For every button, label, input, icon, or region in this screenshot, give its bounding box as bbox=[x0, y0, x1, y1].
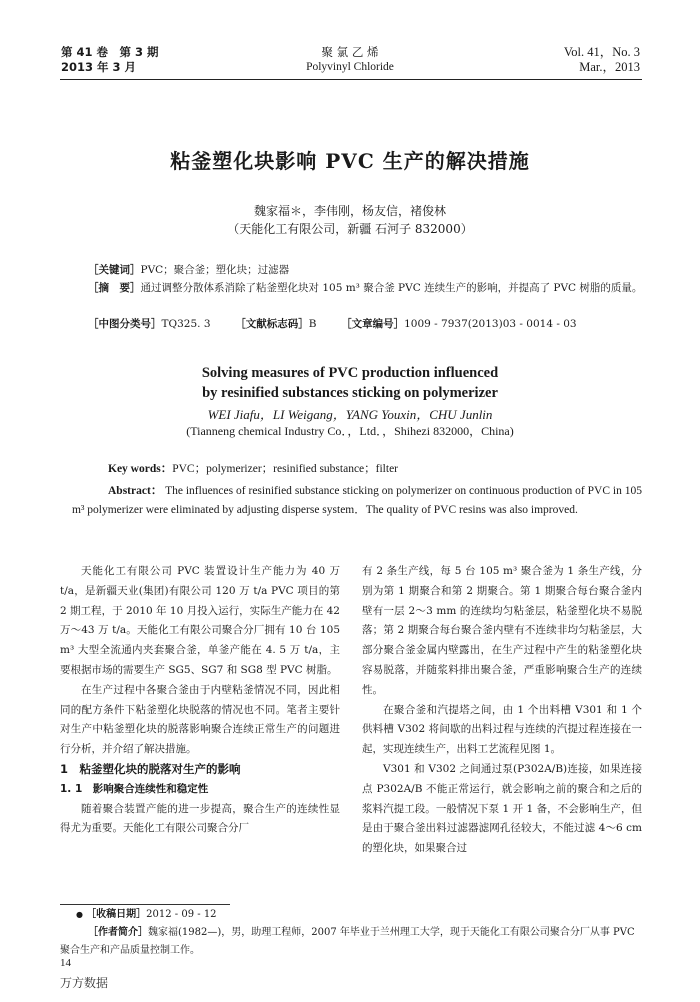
header-rule bbox=[60, 79, 642, 80]
page-number: 14 bbox=[60, 957, 71, 969]
volume-issue-en: Vol. 41，No. 3 bbox=[563, 45, 640, 59]
abstract-label: ［摘 要］ bbox=[88, 282, 141, 294]
section-heading-1: 1 粘釜塑化块的脱落对生产的影响 bbox=[60, 761, 241, 776]
keywords-label: ［关键词］ bbox=[88, 264, 141, 276]
english-keywords bbox=[72, 460, 642, 479]
english-abstract bbox=[72, 482, 642, 520]
body-left-column bbox=[60, 562, 340, 839]
article-authors: 魏家福＊，李伟刚，杨友信，褚俊林 bbox=[253, 204, 446, 218]
footnote-rule bbox=[60, 904, 230, 905]
header-right bbox=[564, 45, 640, 75]
author-info-label: ［作者简介］ bbox=[88, 927, 148, 938]
english-abstract-text: The influences of resinified substance sticking on polymerizer on continuous production of PVC in 105 m³ polymerizer were eliminated by adjusting disperse system．The quality of PVC resins was also improved. bbox=[72, 485, 643, 516]
article-id-label: ［文章编号］ bbox=[341, 318, 405, 330]
english-title-line1: Solving measures of PVC production influenced bbox=[201, 365, 499, 381]
author-info bbox=[60, 924, 642, 960]
body-paragraph: 在聚合釜和汽提塔之间，由 1 个出料槽 V301 和 1 个供料槽 V302 将间歇的出料过程与连续的汽提过程连接在一起，实现连续生产，出料工艺流程见图 1。 bbox=[362, 703, 642, 756]
volume-issue-cn: 第 41 卷 第 3 期 bbox=[61, 45, 159, 59]
english-title bbox=[0, 363, 700, 403]
english-affiliation: (Tianneng chemical Industry Co．，Ltd．，Shihezi 832000，China) bbox=[186, 424, 514, 438]
body-paragraph: 随着聚合装置产能的进一步提高，聚合生产的连续性显得尤为重要。天能化工有限公司聚合分厂 bbox=[60, 802, 340, 835]
date-cn: 2013 年 3 月 bbox=[61, 60, 137, 74]
received-label: ［收稿日期］ bbox=[86, 909, 147, 920]
journal-name-cn: 聚 氯 乙 烯 bbox=[321, 45, 379, 59]
body-paragraph: 天能化工有限公司 PVC 装置设计生产能力为 40 万 t/a，是新疆天业(集团)有限公司 120 万 t/a PVC 项目的第 2 期工程，于 2010 年 10 月投入运行，实际生产能力在 42 万～43 万 t/a。天能化工有限公司聚合分厂拥有 10 台 105 m³ 大型全流通内夹套聚合釜，单釜产能在 4. 5 万 t/a，主要根据市场的需要生产 SG5、SG7 和 SG8 型 PVC 树脂。 bbox=[60, 565, 340, 676]
english-authors: WEI Jiafu，LI Weigang，YANG Youxin，CHU Junlin bbox=[207, 407, 493, 422]
author-info-text: 魏家福(1982—)，男，助理工程师，2007 年毕业于兰州理工大学，现于天能化工有限公司聚合分厂从事 PVC 聚合生产和产品质量控制工作。 bbox=[60, 927, 635, 956]
keywords-text: PVC；聚合釜；塑化块；过滤器 bbox=[140, 264, 290, 276]
english-keywords-text: PVC；polymerizer；resinified substance；filter bbox=[172, 463, 399, 475]
english-keywords-label: Key words： bbox=[108, 463, 173, 475]
watermark-text: 万方数据 bbox=[60, 976, 109, 990]
english-abstract-label: Abstract： bbox=[108, 485, 163, 497]
body-paragraph: 有 2 条生产线，每 5 台 105 m³ 聚合釜为 1 条生产线，分别为第 1 期聚合和第 2 期聚合。第 1 期聚合每台聚合釜内壁有一层 2～3 mm 的连续均匀粘釜层，粘釜塑化块不易脱落；第 2 期聚合每台聚合釜内壁有不连续非均匀粘釜层，大部分聚合釜金属内壁露出，在生产过程中产生的粘釜塑化块容易脱落，并随浆料排出聚合釜，严重影响聚合生产的连续性。 bbox=[362, 565, 642, 696]
english-title-line2: by resinified substances sticking on polymerizer bbox=[202, 385, 498, 401]
abstract-text: 通过调整分散体系消除了粘釜塑化块对 105 m³ 聚合釜 PVC 连续生产的影响，并提高了 PVC 树脂的质量。 bbox=[140, 282, 643, 294]
article-id-value: 1009 - 7937(2013)03 - 0014 - 03 bbox=[404, 318, 577, 330]
clc-label: ［中图分类号］ bbox=[88, 318, 162, 330]
article-affiliation: （天能化工有限公司，新疆 石河子 832000） bbox=[227, 222, 473, 236]
received-date: ● ［收稿日期］2012 - 09 - 12 bbox=[76, 909, 217, 920]
footnote bbox=[60, 906, 642, 960]
date-en: Mar.，2013 bbox=[579, 60, 640, 74]
body-right-column bbox=[362, 562, 642, 859]
body-paragraph: 在生产过程中各聚合釜由于内壁粘釜情况不同，因此相同的配方条件下粘釜塑化块脱落的情况也不同。笔者主要针对生产中粘釜塑化块的脱落影响聚合连续正常生产的问题进行分析，并介绍了解决措施。 bbox=[60, 683, 340, 756]
abstract-cn bbox=[88, 280, 648, 296]
doc-code-label: ［文献标志码］ bbox=[235, 318, 309, 330]
clc-value: TQ325. 3 bbox=[161, 318, 211, 330]
doc-code-value: B bbox=[308, 318, 317, 330]
keywords-cn bbox=[88, 262, 648, 278]
journal-name-en: Polyvinyl Chloride bbox=[306, 61, 394, 73]
classification-line bbox=[88, 316, 648, 332]
body-paragraph: V301 和 V302 之间通过泵(P302A/B)连接，如果连接点 P302A/B 不能正常运行，就会影响之前的聚合和之后的浆料汽提工段。一般情况下泵 1 开 1 备，不会影响生产，但是由于聚合釜出料过滤器滤网孔径较大，不能过滤 4～6 cm 的塑化块，如果聚合过 bbox=[362, 762, 642, 855]
received-value: 2012 - 09 - 12 bbox=[146, 909, 217, 920]
article-title: 粘釜塑化块影响 PVC 生产的解决措施 bbox=[170, 149, 530, 173]
section-heading-1-1: 1. 1 影响聚合连续性和稳定性 bbox=[60, 782, 209, 795]
